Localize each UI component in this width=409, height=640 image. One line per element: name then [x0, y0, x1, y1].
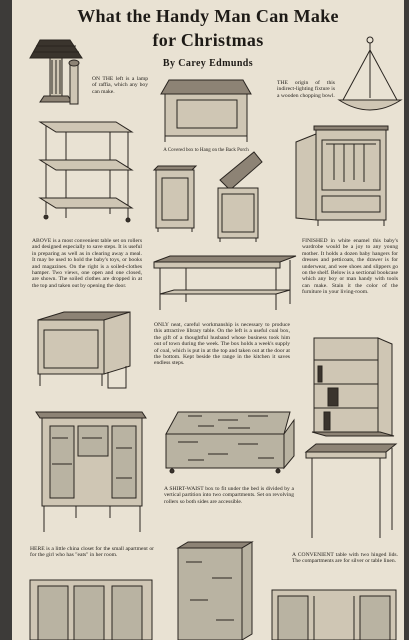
covered-box-illustration	[157, 74, 255, 144]
article-title-line-1: What the Handy Man Can Make	[77, 6, 339, 26]
hinged-lid-table-illustration	[268, 580, 400, 640]
rolling-table-hamper-caption: ABOVE is a most convenient table set on rollers and designed especially to save steps. It is useful in preparing as well as in clearing away a meal. It may be used to hold the baby's toys, or books and magazines. On the right is a soiled-clothes hamper. Two views, one open and one closed, are shown. The soiled clothes are dropped in at the top and taken out by opening the door.	[32, 238, 142, 289]
hamper-closed-illustration	[152, 164, 198, 232]
hamper-open-illustration	[208, 150, 268, 244]
china-closet-illustration	[32, 408, 150, 538]
library-table-caption: ONLY neat, careful workmanship is necessary to produce this attractive library table. On the left is a useful coal box, the gift of a thoughtful husband whose business took him out of town during the week. The box holds a week's supply of coal, which is put in at the top and taken out at the door at the bottom. Kept beside the range in the kitchen it saves endless steps.	[154, 322, 290, 367]
baby-wardrobe-illustration	[294, 120, 394, 228]
wardrobe-caption: FINISHED in white enamel this baby's wardrobe would be a joy to any young mother. It holds a dozen baby hangers for dresses and petticoats, the drawer is for underwear, and wee shoes and slippers go on the shelf. Below is a sectional bookcase which any boy or man handy with tools can make. Stain it the color of the furniture in your living-room.	[302, 238, 399, 296]
bottom-cabinet-illustration	[26, 570, 156, 640]
shirtwaist-box-illustration	[158, 408, 298, 478]
convenient-table-caption: A CONVENIENT table with two hinged lids. The compartments are for silver or table linen.	[292, 552, 398, 565]
library-table-illustration	[152, 254, 298, 314]
article-title-line-2: for Christmas	[152, 30, 264, 50]
shirtwaist-box-caption: A SHIRT-WAIST box to fit under the bed is divided by a vertical partition into two compartments. Set on revolving rollers so both sides are accessible.	[164, 486, 294, 505]
lamp-caption: ON THE left is a lamp of raffia, which any boy can make.	[92, 76, 148, 95]
rolling-table-illustration	[36, 118, 136, 224]
magazine-page	[12, 0, 404, 640]
china-closet-caption: HERE is a little china closet for the small apartment or for the girl who has "eats" in her room.	[30, 546, 154, 559]
small-side-table-illustration	[302, 442, 398, 542]
covered-box-caption: A Covered box to Hang on the Back Porch	[163, 148, 249, 153]
bowl-caption: THE origin of this indirect-lighting fixture is a wooden chopping bowl.	[277, 80, 335, 99]
bottom-tall-cabinet-illustration	[172, 540, 258, 640]
bowl-lighting-fixture-illustration	[337, 36, 403, 122]
article-byline: By Carey Edmunds	[162, 58, 254, 69]
raffia-lamp-illustration	[26, 38, 86, 116]
coal-box-illustration	[34, 308, 134, 402]
sectional-bookcase-illustration	[308, 336, 396, 440]
